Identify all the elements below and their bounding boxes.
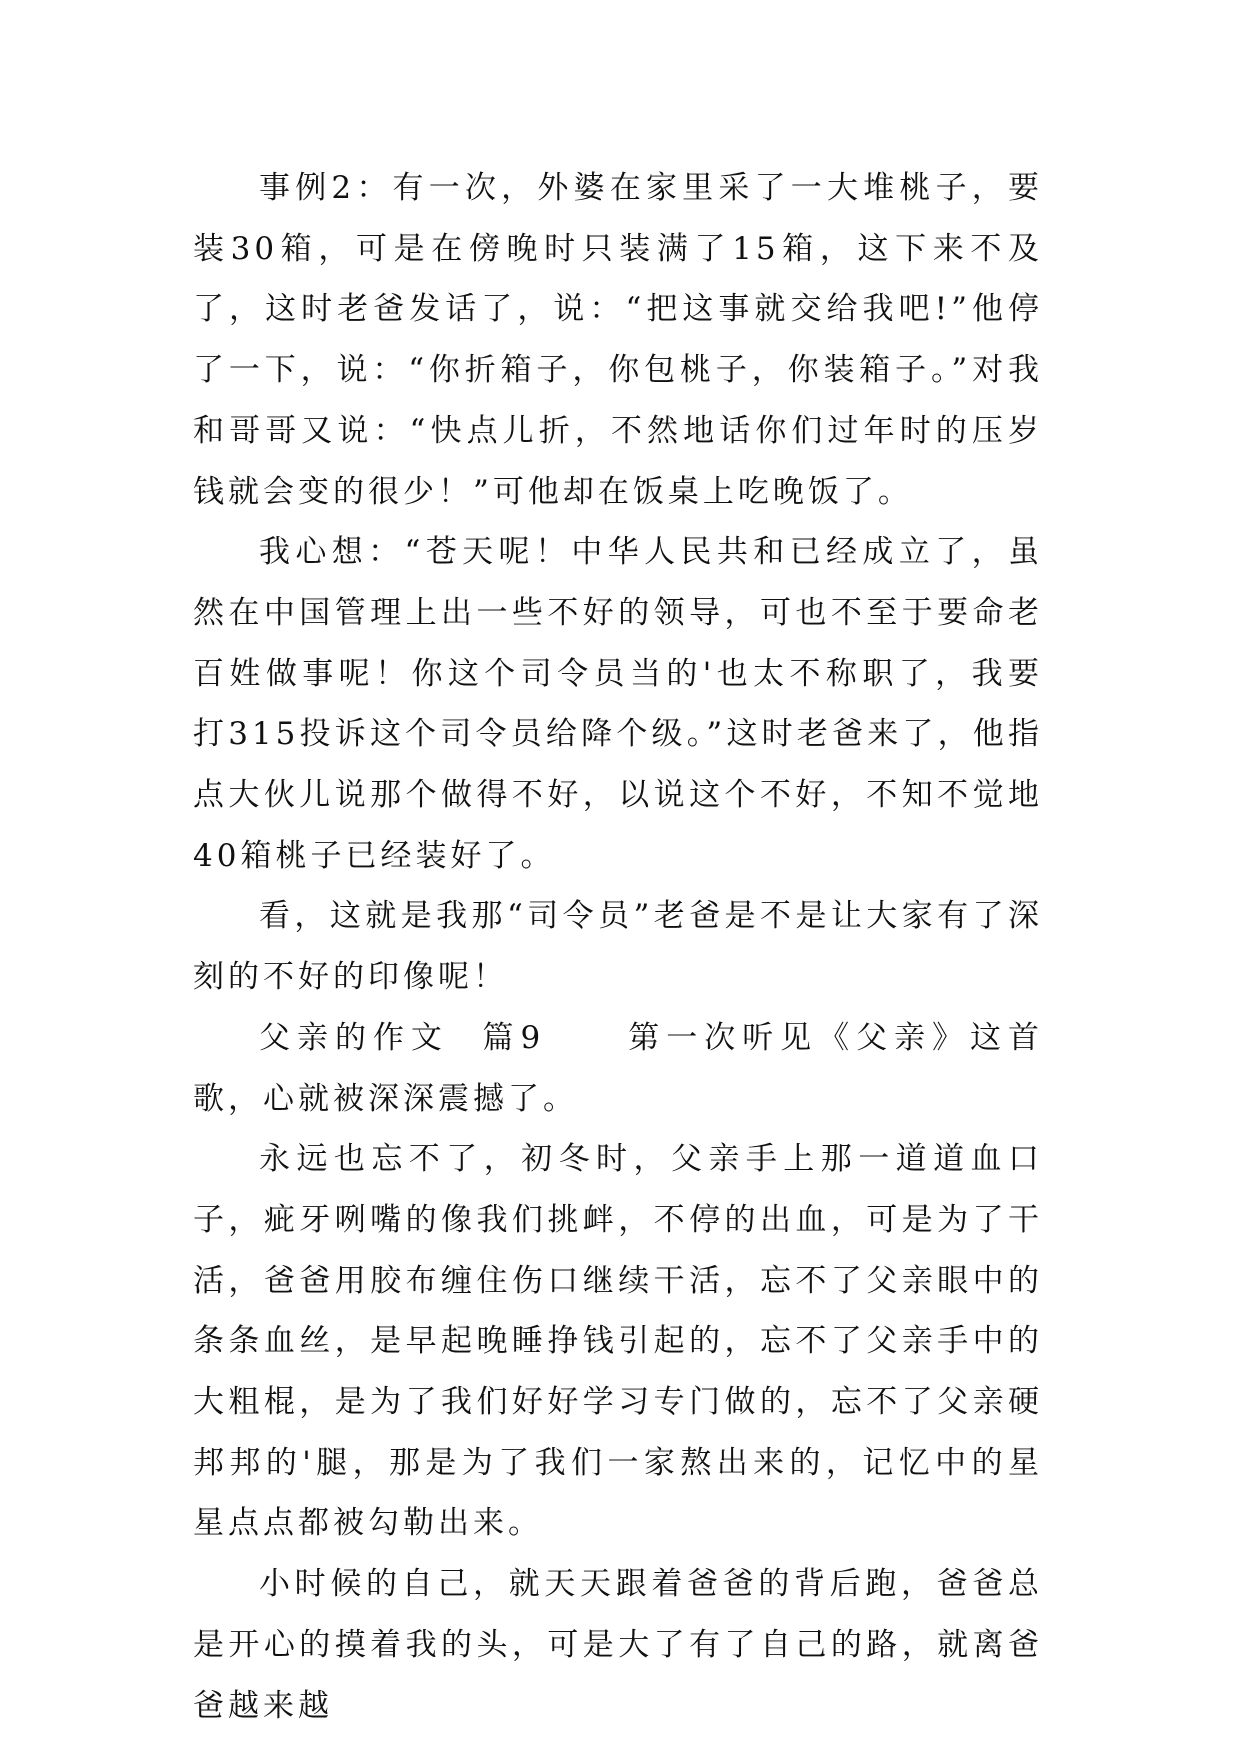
paragraph: 小时候的自己，就天天跟着爸爸的背后跑，爸爸总是开心的摸着我的头，可是大了有了自己的路，就离爸爸越来越 [193, 1566, 1043, 1724]
document-page [193, 158, 1043, 1736]
paragraph: 永远也忘不了，初冬时，父亲手上那一道道血口子，疵牙咧嘴的像我们挑衅，不停的出血，可是为了干活，爸爸用胶布缠住伤口继续干活，忘不了父亲眼中的条条血丝，是早起晚睡挣钱引起的，忘不了父亲手中的大粗棍，是为了我们好好学习专门做的，忘不了父亲硬邦邦的'腿，那是为了我们一家熬出来的，记忆中的星星点点都被勾勒出来。 [193, 1141, 1043, 1542]
paragraph: 事例2：有一次，外婆在家里采了一大堆桃子，要装30箱，可是在傍晚时只装满了15箱，这下来不及了，这时老爸发话了，说：“把这事就交给我吧!”他停了一下，说：“你折箱子，你包桃子，你装箱子。”对我和哥哥又说：“快点儿折，不然地话你们过年时的压岁钱就会变的很少！”可他却在饭桌上吃晚饭了。 [193, 170, 1043, 510]
paragraph: 看，这就是我那“司令员”老爸是不是让大家有了深刻的不好的印像呢！ [193, 898, 1043, 996]
paragraph: 我心想：“苍天呢！中华人民共和已经成立了，虽然在中国管理上出一些不好的领导，可也不至于要命老百姓做事呢！你这个司令员当的'也太不称职了，我要打315投诉这个司令员给降个级。”这时老爸来了，他指点大伙儿说那个做得不好，以说这个不好，不知不觉地40箱桃子已经装好了。 [193, 534, 1043, 874]
paragraph: 父亲的作文 篇9 第一次听见《父亲》这首歌，心就被深深震撼了。 [193, 1019, 1043, 1117]
